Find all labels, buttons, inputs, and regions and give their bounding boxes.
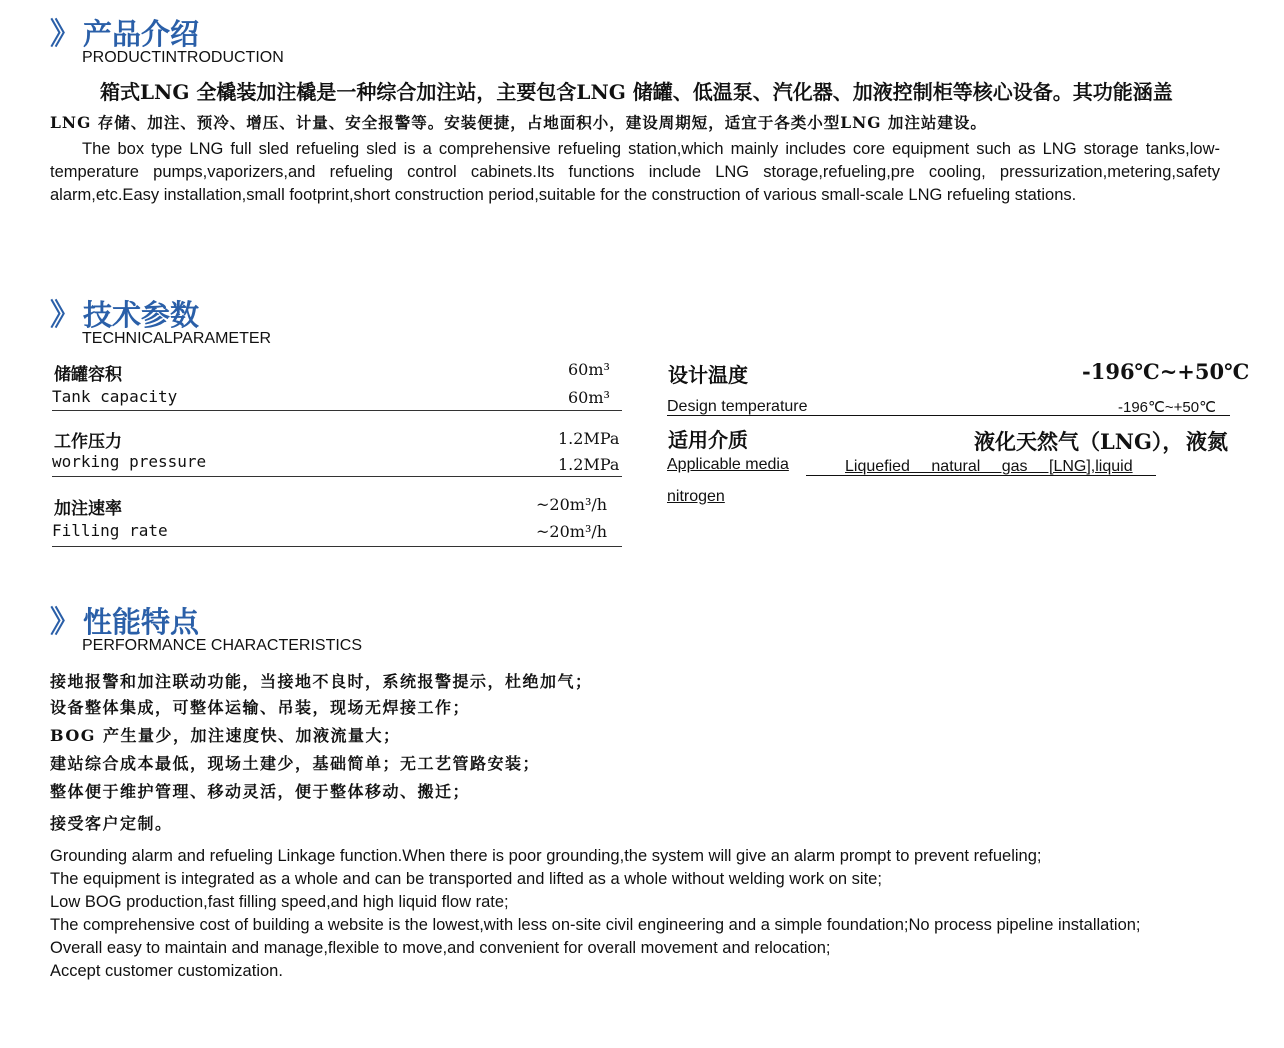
design-temperature-value-en: -196℃~+50℃ (1118, 399, 1216, 416)
feature-list-en (50, 845, 1215, 983)
feature-item-zh: 接受客户定制。 (50, 814, 173, 833)
feature-item-en: Overall easy to maintain and manage,flexible to move,and convenient for overall movement and relocation; (50, 939, 831, 957)
param-row-working-pressure (52, 422, 622, 477)
applicable-media-label-en: Applicable media (667, 456, 789, 473)
section-arrow-icon: 》 (50, 298, 74, 333)
feature-item-en: The equipment is integrated as a whole and can be transported and lifted as a whole without welding work on site; (50, 870, 882, 888)
applicable-media-value-zh-1: 液化天然气（LNG）， (974, 429, 1184, 454)
param-label-en: working pressure (52, 452, 207, 471)
intro-paragraph-en: The box type LNG full sled refueling sled is a comprehensive refueling station,which mainly includes core equipment such as LNG storage tanks,low-temperature pumps,vaporizers,and refueling control cabinets.Its functions include LNG storage,refueling,pre cooling, pressurization,metering,safety alarm,etc.Easy installation,small footprint,short construction period,suitable for the construction of various small-scale LNG refueling stations. (50, 140, 1220, 204)
param-row-filling-rate (52, 489, 622, 547)
param-value-zh: 60m³ (568, 360, 610, 379)
design-temperature-value-zh: -196℃~+50℃ (1082, 359, 1250, 384)
feature-item-zh: BOG 产生量少，加注速度快、加液流量大； (50, 726, 401, 745)
feature-item-zh: 设备整体集成，可整体运输、吊装，现场无焊接工作； (50, 698, 471, 717)
section-title-zh: 性能特点 (83, 605, 200, 639)
param-value-en: ~20m³/h (536, 522, 608, 541)
section-title-zh: 技术参数 (83, 298, 200, 332)
applicable-media-underline (806, 475, 1156, 476)
design-temperature-underline (667, 415, 1230, 416)
feature-item-en: Low BOG production,fast filling speed,and high liquid flow rate; (50, 893, 509, 911)
param-value-en: 1.2MPa (558, 455, 620, 474)
feature-item-zh: 建站综合成本最低，现场土建少，基础简单；无工艺管路安装； (50, 754, 541, 773)
applicable-media-value-en-1: Liquefied natural gas [LNG],liquid (845, 458, 1133, 475)
feature-item-zh: 接地报警和加注联动功能，当接地不良时，系统报警提示，杜绝加气； (50, 672, 593, 691)
section-title-en: PERFORMANCE CHARACTERISTICS (82, 637, 363, 654)
section-title-en: PRODUCTINTRODUCTION (82, 49, 284, 66)
param-value-zh: ~20m³/h (536, 495, 608, 514)
feature-item-zh: 整体便于维护管理、移动灵活，便于整体移动、搬迁； (50, 782, 471, 801)
design-temperature-label-en: Design temperature (667, 398, 808, 415)
applicable-media-label-zh: 适用介质 (668, 428, 748, 452)
applicable-media-value-en-2: nitrogen (667, 488, 725, 505)
intro-paragraph-zh-line-1: 箱式LNG 全橇装加注橇是一种综合加注站，主要包含LNG 储罐、低温泵、汽化器、加液控制柜等核心设备。其功能涵盖 (100, 80, 1173, 104)
section-title-en: TECHNICALPARAMETER (82, 330, 272, 347)
section-title-zh: 产品介绍 (83, 17, 200, 51)
applicable-media-value-zh-2: 液氮 (1186, 429, 1228, 454)
section-arrow-icon: 》 (50, 605, 74, 640)
param-label-zh: 储罐容积 (54, 365, 122, 385)
param-label-en: Tank capacity (52, 387, 178, 406)
param-label-zh: 加注速率 (54, 499, 122, 519)
section-arrow-icon: 》 (50, 17, 74, 52)
param-label-zh: 工作压力 (54, 432, 122, 452)
param-row-tank-capacity (52, 356, 622, 411)
param-value-en: 60m³ (568, 388, 610, 407)
param-value-zh: 1.2MPa (558, 429, 620, 448)
feature-item-en: Grounding alarm and refueling Linkage function.When there is poor grounding,the system will give an alarm prompt to prevent refueling; (50, 847, 1042, 865)
param-label-en: Filling rate (52, 521, 168, 540)
design-temperature-label-zh: 设计温度 (668, 363, 748, 387)
feature-item-en: The comprehensive cost of building a website is the lowest,with less on-site civil engineering and a simple foundation;No process pipeline installation; (50, 916, 1141, 934)
feature-item-en: Accept customer customization. (50, 962, 283, 980)
intro-paragraph-zh-line-2: LNG 存储、加注、预冷、增压、计量、安全报警等。安装便捷，占地面积小，建设周期短，适宜于各类小型LNG 加注站建设。 (50, 113, 987, 132)
